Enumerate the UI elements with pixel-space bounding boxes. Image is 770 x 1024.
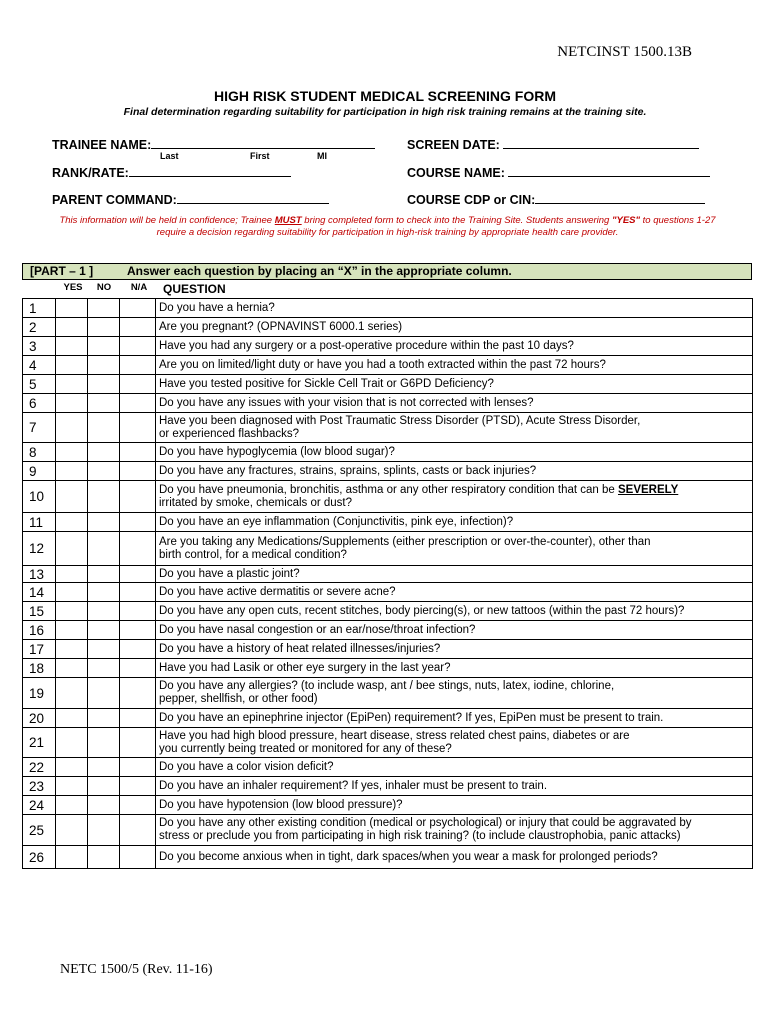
table-row bbox=[23, 602, 753, 621]
question-number: 26 bbox=[23, 846, 56, 869]
table-row bbox=[23, 678, 753, 709]
question-line-2: irritated by smoke, chemicals or dust? bbox=[159, 496, 353, 509]
answer-cell-na[interactable] bbox=[120, 413, 156, 443]
question-line-1: Are you pregnant? (OPNAVINST 6000.1 series) bbox=[159, 320, 403, 333]
answer-cell-yes[interactable] bbox=[56, 394, 88, 413]
table-row bbox=[23, 462, 753, 481]
course-name-label: COURSE NAME: bbox=[407, 166, 505, 180]
question-line-1: Do you have a color vision deficit? bbox=[159, 760, 334, 773]
question-text bbox=[156, 375, 753, 394]
trainee-name-field[interactable] bbox=[52, 136, 375, 152]
question-number: 17 bbox=[23, 640, 56, 659]
question-line-1: Do you have hypotension (low blood pressure)? bbox=[159, 798, 403, 811]
table-row bbox=[23, 621, 753, 640]
question-number: 16 bbox=[23, 621, 56, 640]
answer-cell-na[interactable] bbox=[120, 758, 156, 777]
question-line-1: Do you have pneumonia, bronchitis, asthma or any other respiratory condition that can be bbox=[159, 483, 618, 496]
question-text bbox=[156, 356, 753, 375]
table-row bbox=[23, 815, 753, 846]
question-number: 14 bbox=[23, 583, 56, 602]
form-subtitle: Final determination regarding suitability for participation in high risk training remains at the training site. bbox=[123, 106, 647, 118]
table-row bbox=[23, 709, 753, 728]
part-label: [PART – 1 ] bbox=[30, 264, 94, 278]
answer-cell-no[interactable] bbox=[88, 758, 120, 777]
answer-cell-yes[interactable] bbox=[56, 462, 88, 481]
question-line-1: Have you had any surgery or a post-operative procedure within the past 10 days? bbox=[159, 339, 574, 352]
question-text bbox=[156, 443, 753, 462]
parent-command-label: PARENT COMMAND: bbox=[52, 193, 177, 207]
answer-cell-no[interactable] bbox=[88, 602, 120, 621]
table-row bbox=[23, 413, 753, 443]
trainee-name-label: TRAINEE NAME: bbox=[52, 138, 152, 152]
rank-rate-line[interactable] bbox=[129, 164, 291, 177]
answer-cell-na[interactable] bbox=[120, 621, 156, 640]
answer-cell-na[interactable] bbox=[120, 709, 156, 728]
answer-cell-yes[interactable] bbox=[56, 728, 88, 758]
question-text bbox=[156, 532, 753, 566]
question-line-1: Do you have any other existing condition (medical or psychological) or injury that could be aggravated by bbox=[159, 817, 692, 829]
last-name-sublabel: Last bbox=[160, 151, 179, 161]
question-line-2: birth control, for a medical condition? bbox=[159, 548, 347, 561]
table-row bbox=[23, 299, 753, 318]
question-number: 8 bbox=[23, 443, 56, 462]
answer-cell-no[interactable] bbox=[88, 846, 120, 869]
confidentiality-notice bbox=[50, 215, 725, 239]
answer-cell-yes[interactable] bbox=[56, 678, 88, 709]
question-text bbox=[156, 621, 753, 640]
table-row bbox=[23, 513, 753, 532]
first-name-sublabel: First bbox=[250, 151, 270, 161]
answer-cell-na[interactable] bbox=[120, 299, 156, 318]
answer-cell-no[interactable] bbox=[88, 394, 120, 413]
question-text bbox=[156, 462, 753, 481]
answer-cell-na[interactable] bbox=[120, 318, 156, 337]
answer-cell-yes[interactable] bbox=[56, 413, 88, 443]
question-line-2: pepper, shellfish, or other food) bbox=[159, 693, 318, 705]
question-text bbox=[156, 678, 753, 709]
question-line-2: stress or preclude you from participating in high risk training? (to include claustrophobia, panic attacks) bbox=[159, 830, 681, 842]
course-cdp-field[interactable] bbox=[407, 191, 705, 207]
mi-sublabel: MI bbox=[317, 151, 327, 161]
question-number: 25 bbox=[23, 815, 56, 846]
question-text bbox=[156, 337, 753, 356]
question-text bbox=[156, 758, 753, 777]
question-number: 7 bbox=[23, 413, 56, 443]
question-text bbox=[156, 846, 753, 869]
question-number: 10 bbox=[23, 481, 56, 513]
col-header-na: N/A bbox=[130, 282, 148, 293]
answer-cell-na[interactable] bbox=[120, 815, 156, 846]
question-line-1: Do you become anxious when in tight, dark spaces/when you wear a mask for prolonged periods? bbox=[159, 850, 658, 863]
parent-command-field[interactable] bbox=[52, 191, 329, 207]
course-name-field[interactable] bbox=[407, 164, 710, 180]
answer-cell-na[interactable] bbox=[120, 481, 156, 513]
answer-cell-yes[interactable] bbox=[56, 566, 88, 583]
question-line-1: Are you taking any Medications/Supplements (either prescription or over-the-counter), other than bbox=[159, 535, 651, 548]
answer-cell-no[interactable] bbox=[88, 678, 120, 709]
answer-cell-no[interactable] bbox=[88, 815, 120, 846]
question-text bbox=[156, 777, 753, 796]
answer-cell-yes[interactable] bbox=[56, 375, 88, 394]
table-row bbox=[23, 846, 753, 869]
answer-cell-yes[interactable] bbox=[56, 532, 88, 566]
answer-cell-no[interactable] bbox=[88, 413, 120, 443]
table-row bbox=[23, 375, 753, 394]
answer-cell-no[interactable] bbox=[88, 462, 120, 481]
answer-cell-no[interactable] bbox=[88, 566, 120, 583]
notice-yes: "YES" bbox=[611, 215, 641, 226]
table-row bbox=[23, 640, 753, 659]
answer-cell-yes[interactable] bbox=[56, 758, 88, 777]
answer-cell-na[interactable] bbox=[120, 728, 156, 758]
question-number: 6 bbox=[23, 394, 56, 413]
answer-cell-na[interactable] bbox=[120, 394, 156, 413]
question-line-1: Do you have an eye inflammation (Conjunctivitis, pink eye, infection)? bbox=[159, 515, 514, 528]
answer-cell-yes[interactable] bbox=[56, 640, 88, 659]
table-row bbox=[23, 356, 753, 375]
answer-cell-yes[interactable] bbox=[56, 337, 88, 356]
question-line-1: Do you have any fractures, strains, sprains, splints, casts or back injuries? bbox=[159, 464, 537, 477]
question-number: 5 bbox=[23, 375, 56, 394]
question-line-1: Do you have any issues with your vision that is not corrected with lenses? bbox=[159, 396, 534, 409]
question-number: 9 bbox=[23, 462, 56, 481]
question-number: 2 bbox=[23, 318, 56, 337]
question-number: 22 bbox=[23, 758, 56, 777]
col-header-question: QUESTION bbox=[163, 282, 226, 296]
question-number: 13 bbox=[23, 566, 56, 583]
answer-cell-no[interactable] bbox=[88, 513, 120, 532]
notice-text-2: bring completed form to check into the Training Site. Students answering bbox=[301, 215, 612, 226]
question-text bbox=[156, 709, 753, 728]
notice-text-1: This information will be held in confidence; Trainee bbox=[59, 215, 275, 226]
question-line-1: Do you have a hernia? bbox=[159, 301, 275, 314]
question-text bbox=[156, 815, 753, 846]
answer-cell-na[interactable] bbox=[120, 583, 156, 602]
table-row bbox=[23, 796, 753, 815]
screen-date-line[interactable] bbox=[503, 136, 699, 149]
part-instruction: Answer each question by placing an “X” in the appropriate column. bbox=[127, 264, 512, 278]
question-line-1: Do you have a history of heat related illnesses/injuries? bbox=[159, 642, 441, 655]
answer-cell-yes[interactable] bbox=[56, 777, 88, 796]
col-header-no: NO bbox=[96, 282, 112, 293]
screen-date-field[interactable] bbox=[407, 136, 699, 152]
notice-text-3: to questions 1-27 require a decision regarding suitability for participation in high-risk training by appropriate health care provider. bbox=[156, 215, 716, 238]
answer-cell-no[interactable] bbox=[88, 640, 120, 659]
question-number: 21 bbox=[23, 728, 56, 758]
answer-cell-yes[interactable] bbox=[56, 583, 88, 602]
screen-date-label: SCREEN DATE: bbox=[407, 138, 500, 152]
question-text bbox=[156, 481, 753, 513]
footer-form-id: NETC 1500/5 (Rev. 11-16) bbox=[60, 962, 213, 977]
answer-cell-yes[interactable] bbox=[56, 602, 88, 621]
question-text bbox=[156, 583, 753, 602]
table-row bbox=[23, 777, 753, 796]
answer-cell-na[interactable] bbox=[120, 513, 156, 532]
answer-cell-na[interactable] bbox=[120, 462, 156, 481]
parent-command-line[interactable] bbox=[177, 191, 329, 204]
answer-cell-na[interactable] bbox=[120, 375, 156, 394]
question-number: 11 bbox=[23, 513, 56, 532]
course-cdp-label: COURSE CDP or CIN: bbox=[407, 193, 536, 207]
table-row bbox=[23, 659, 753, 678]
answer-cell-na[interactable] bbox=[120, 602, 156, 621]
answer-cell-no[interactable] bbox=[88, 532, 120, 566]
answer-cell-yes[interactable] bbox=[56, 481, 88, 513]
answer-cell-na[interactable] bbox=[120, 532, 156, 566]
question-number: 20 bbox=[23, 709, 56, 728]
question-line-1: Have you had high blood pressure, heart disease, stress related chest pains, diabetes or are bbox=[159, 729, 630, 742]
question-number: 18 bbox=[23, 659, 56, 678]
answer-cell-no[interactable] bbox=[88, 796, 120, 815]
answer-cell-no[interactable] bbox=[88, 659, 120, 678]
answer-cell-no[interactable] bbox=[88, 375, 120, 394]
question-line-1: Have you tested positive for Sickle Cell Trait or G6PD Deficiency? bbox=[159, 377, 494, 390]
answer-cell-no[interactable] bbox=[88, 709, 120, 728]
answer-cell-yes[interactable] bbox=[56, 846, 88, 869]
question-line-1: Do you have an inhaler requirement? If yes, inhaler must be present to train. bbox=[159, 779, 548, 792]
table-row bbox=[23, 443, 753, 462]
question-line-2: you currently being treated or monitored for any of these? bbox=[159, 742, 452, 755]
answer-cell-na[interactable] bbox=[120, 566, 156, 583]
question-number: 4 bbox=[23, 356, 56, 375]
answer-cell-no[interactable] bbox=[88, 443, 120, 462]
question-text bbox=[156, 728, 753, 758]
question-line-1: Do you have any allergies? (to include wasp, ant / bee stings, nuts, latex, iodine, chlorine, bbox=[159, 680, 615, 692]
answer-cell-na[interactable] bbox=[120, 678, 156, 709]
question-line-2: or experienced flashbacks? bbox=[159, 427, 299, 440]
question-line-1: Do you have hypoglycemia (low blood sugar)? bbox=[159, 445, 395, 458]
answer-cell-yes[interactable] bbox=[56, 621, 88, 640]
question-line-1: Do you have nasal congestion or an ear/nose/throat infection? bbox=[159, 623, 476, 636]
question-text bbox=[156, 796, 753, 815]
table-row bbox=[23, 337, 753, 356]
answer-cell-yes[interactable] bbox=[56, 356, 88, 375]
answer-cell-na[interactable] bbox=[120, 846, 156, 869]
form-title: HIGH RISK STUDENT MEDICAL SCREENING FORM bbox=[214, 88, 556, 104]
question-text bbox=[156, 413, 753, 443]
answer-cell-na[interactable] bbox=[120, 777, 156, 796]
col-header-yes: YES bbox=[63, 282, 83, 293]
table-row bbox=[23, 394, 753, 413]
notice-must: MUST bbox=[274, 215, 302, 226]
answer-cell-no[interactable] bbox=[88, 621, 120, 640]
question-text bbox=[156, 602, 753, 621]
question-table bbox=[22, 298, 753, 869]
answer-cell-no[interactable] bbox=[88, 728, 120, 758]
answer-cell-no[interactable] bbox=[88, 299, 120, 318]
answer-cell-no[interactable] bbox=[88, 318, 120, 337]
table-row bbox=[23, 728, 753, 758]
question-line-1: Have you had Lasik or other eye surgery in the last year? bbox=[159, 661, 451, 674]
answer-cell-no[interactable] bbox=[88, 481, 120, 513]
answer-cell-na[interactable] bbox=[120, 337, 156, 356]
answer-cell-na[interactable] bbox=[120, 640, 156, 659]
question-number: 15 bbox=[23, 602, 56, 621]
question-text bbox=[156, 299, 753, 318]
rank-rate-field[interactable] bbox=[52, 164, 291, 180]
question-line-1: Do you have a plastic joint? bbox=[159, 567, 300, 580]
form-number: NETCINST 1500.13B bbox=[557, 44, 692, 60]
table-row bbox=[23, 532, 753, 566]
question-text bbox=[156, 394, 753, 413]
question-number: 24 bbox=[23, 796, 56, 815]
question-text bbox=[156, 318, 753, 337]
answer-cell-yes[interactable] bbox=[56, 299, 88, 318]
table-row bbox=[23, 318, 753, 337]
question-text bbox=[156, 640, 753, 659]
rank-rate-label: RANK/RATE: bbox=[52, 166, 129, 180]
answer-cell-yes[interactable] bbox=[56, 709, 88, 728]
answer-cell-yes[interactable] bbox=[56, 796, 88, 815]
question-number: 19 bbox=[23, 678, 56, 709]
table-row bbox=[23, 583, 753, 602]
answer-cell-no[interactable] bbox=[88, 777, 120, 796]
answer-cell-no[interactable] bbox=[88, 356, 120, 375]
table-row bbox=[23, 481, 753, 513]
answer-cell-yes[interactable] bbox=[56, 659, 88, 678]
answer-cell-na[interactable] bbox=[120, 659, 156, 678]
trainee-name-line[interactable] bbox=[151, 136, 375, 149]
answer-cell-yes[interactable] bbox=[56, 443, 88, 462]
question-line-1: Are you on limited/light duty or have you had a tooth extracted within the past 72 hours? bbox=[159, 358, 606, 371]
answer-cell-no[interactable] bbox=[88, 337, 120, 356]
answer-cell-yes[interactable] bbox=[56, 815, 88, 846]
table-row bbox=[23, 758, 753, 777]
question-text bbox=[156, 513, 753, 532]
answer-cell-na[interactable] bbox=[120, 356, 156, 375]
question-line-1: Do you have any open cuts, recent stitches, body piercing(s), or new tattoos (within the past 72 hours)? bbox=[159, 604, 685, 617]
course-cdp-line[interactable] bbox=[535, 191, 705, 204]
question-number: 23 bbox=[23, 777, 56, 796]
table-row bbox=[23, 566, 753, 583]
answer-cell-na[interactable] bbox=[120, 443, 156, 462]
question-text bbox=[156, 566, 753, 583]
question-number: 12 bbox=[23, 532, 56, 566]
question-line-1: Have you been diagnosed with Post Traumatic Stress Disorder (PTSD), Acute Stress Disorder, bbox=[159, 414, 641, 427]
answer-cell-na[interactable] bbox=[120, 796, 156, 815]
answer-cell-yes[interactable] bbox=[56, 513, 88, 532]
answer-cell-yes[interactable] bbox=[56, 318, 88, 337]
course-name-line[interactable] bbox=[508, 164, 710, 177]
question-number: 1 bbox=[23, 299, 56, 318]
question-number: 3 bbox=[23, 337, 56, 356]
question-line-1: Do you have an epinephrine injector (EpiPen) requirement? If yes, EpiPen must be present to train. bbox=[159, 711, 664, 724]
question-text bbox=[156, 659, 753, 678]
answer-cell-no[interactable] bbox=[88, 583, 120, 602]
question-emphasis: SEVERELY bbox=[617, 483, 679, 496]
question-line-1: Do you have active dermatitis or severe acne? bbox=[159, 585, 396, 598]
